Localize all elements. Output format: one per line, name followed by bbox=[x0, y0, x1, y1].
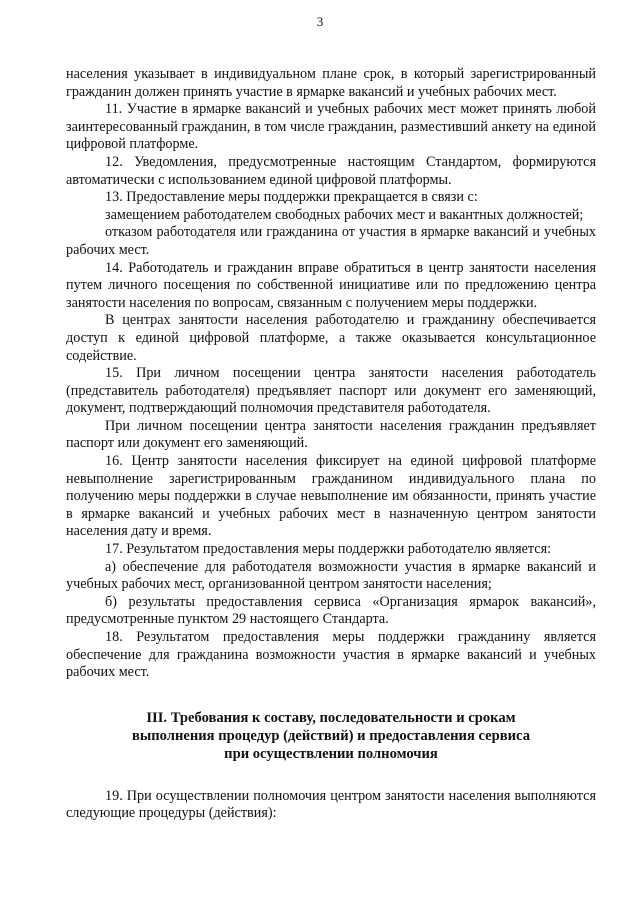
paragraph-17-item-a: а) обеспечение для работодателя возможности участия в ярмарке вакансий и учебных рабочих мест, организованной центром занятости населения; bbox=[66, 558, 596, 593]
document-body bbox=[66, 66, 596, 823]
section-heading-line-1: III. Требования к составу, последовательности и срокам bbox=[146, 709, 516, 726]
paragraph-15: 15. При личном посещении центра занятости населения работодатель (представитель работодателя) предъявляет паспорт или документ его заменяющий, документ, подтверждающий полномочия представителя работодателя. bbox=[66, 365, 596, 417]
paragraph-15-continued: При личном посещении центра занятости населения гражданин предъявляет паспорт или документ его заменяющий. bbox=[66, 417, 596, 452]
section-heading-line-2: выполнения процедур (действий) и предоставления сервиса bbox=[131, 727, 531, 744]
paragraph-13-item-1: замещением работодателем свободных рабочих мест и вакантных должностей; bbox=[105, 206, 584, 223]
paragraph-11: 11. Участие в ярмарке вакансий и учебных рабочих мест может принять любой заинтересованный гражданин, в том числе гражданин, разместивший анкету на единой цифровой платформе. bbox=[66, 101, 596, 153]
paragraph-17: 17. Результатом предоставления меры поддержки работодателю является: bbox=[105, 541, 552, 558]
paragraph-14-continued: В центрах занятости населения работодателю и гражданину обеспечивается доступ к единой цифровой платформе, а также оказывается консультационное содействие. bbox=[66, 312, 596, 364]
paragraph-18: 18. Результатом предоставления меры поддержки гражданину является обеспечение для гражданина возможности участия в ярмарке вакансий и учебных рабочих мест. bbox=[66, 629, 596, 681]
paragraph-13-item-2: отказом работодателя или гражданина от участия в ярмарке вакансий и учебных рабочих мест. bbox=[66, 224, 596, 258]
paragraph-17-item-b: б) результаты предоставления сервиса «Организация ярмарок вакансий», предусмотренные пунктом 29 настоящего Стандарта. bbox=[66, 593, 596, 628]
section-heading-line-3: при осуществлении полномочия bbox=[224, 745, 438, 762]
section-heading bbox=[66, 709, 596, 763]
paragraph-12: 12. Уведомления, предусмотренные настоящим Стандартом, формируются автоматически с использованием единой цифровой платформы. bbox=[66, 153, 596, 188]
paragraph-16: 16. Центр занятости населения фиксирует на единой цифровой платформе невыполнение зарегистрированным гражданином индивидуального плана по получению меры поддержки в случае невыполнение им обязанности, принять участие в ярмарке вакансий и учебных рабочих мест в назначенную центром занятости населения дату и время. bbox=[66, 453, 596, 540]
paragraph-13: 13. Предоставление меры поддержки прекращается в связи с: bbox=[105, 189, 478, 206]
paragraph-continuation: населения указывает в индивидуальном плане срок, в который зарегистрированный гражданин должен принять участие в ярмарке вакансий и учебных рабочих мест. bbox=[66, 66, 596, 100]
page-number: 3 bbox=[316, 14, 324, 29]
paragraph-14: 14. Работодатель и гражданин вправе обратиться в центр занятости населения путем личного посещения по собственной инициативе или по предложению центра занятости населения по вопросам, связанным с получением меры поддержки. bbox=[66, 259, 596, 311]
paragraph-19: 19. При осуществлении полномочия центром занятости населения выполняются следующие процедуры (действия): bbox=[66, 787, 596, 822]
